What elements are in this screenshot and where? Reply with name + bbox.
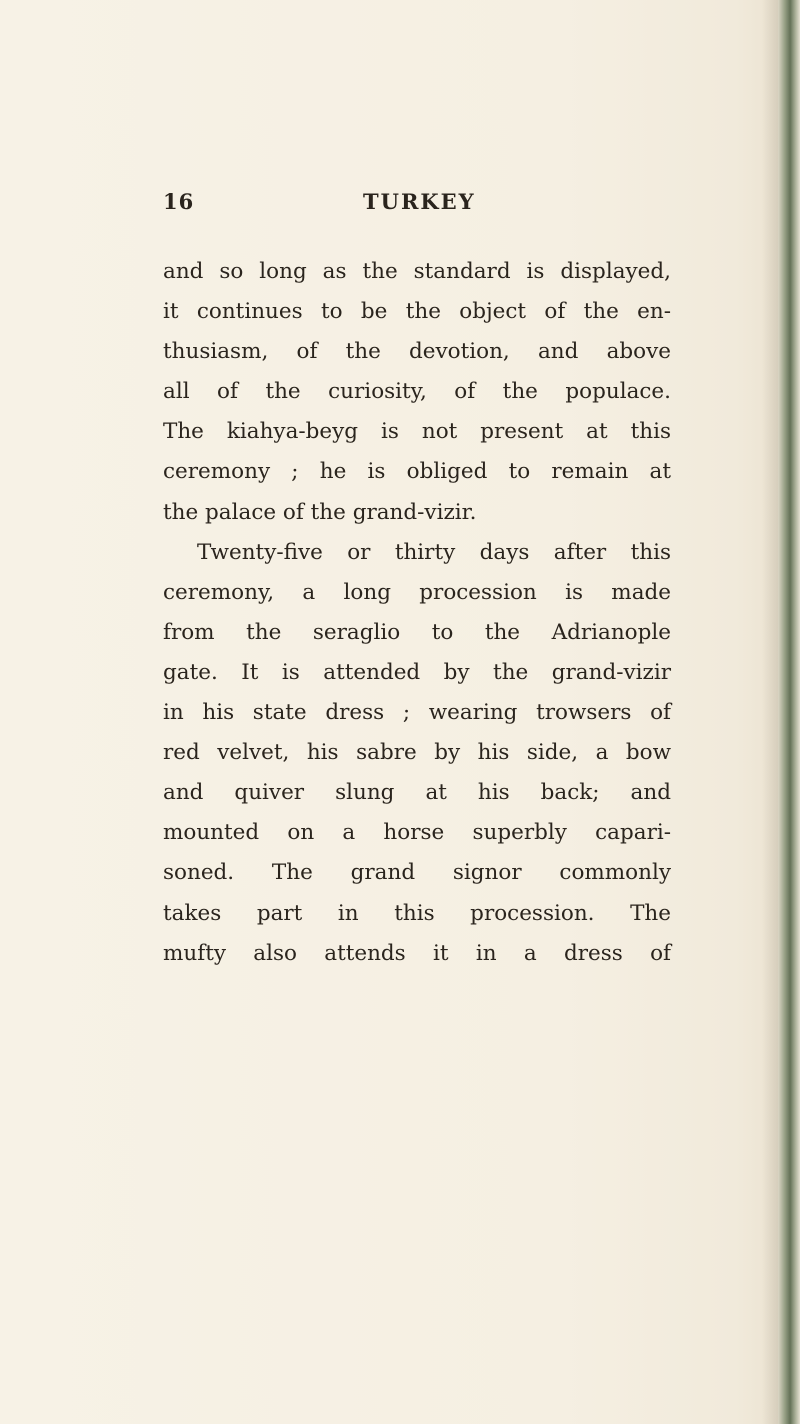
book-spine-edge bbox=[778, 0, 800, 1424]
text-line: thusiasm, of the devotion, and above bbox=[163, 339, 671, 365]
text-line: gate. It is attended by the grand-vizir bbox=[163, 659, 671, 685]
text-line: ceremony ; he is obliged to remain at bbox=[163, 459, 671, 485]
text-line: The kiahya-beyg is not present at this bbox=[163, 419, 671, 445]
text-line: in his state dress ; wearing trowsers of bbox=[163, 700, 671, 726]
text-line: all of the curiosity, of the populace. bbox=[163, 379, 671, 405]
body-text bbox=[163, 252, 671, 974]
text-line: takes part in this procession. The bbox=[163, 900, 671, 926]
text-line: the palace of the grand-vizir. bbox=[163, 499, 477, 525]
text-line: it continues to be the object of the en- bbox=[163, 299, 671, 325]
text-line: red velvet, his sabre by his side, a bow bbox=[163, 740, 671, 766]
text-line: from the seraglio to the Adrianople bbox=[163, 619, 671, 645]
text-line: soned. The grand signor commonly bbox=[163, 860, 671, 886]
running-head bbox=[163, 189, 663, 221]
page-title: TURKEY bbox=[363, 189, 476, 214]
text-line: and quiver slung at his back; and bbox=[163, 780, 671, 806]
text-line: ceremony, a long procession is made bbox=[163, 579, 671, 605]
page-number: 16 bbox=[163, 189, 195, 214]
text-line: mufty also attends it in a dress of bbox=[163, 940, 671, 966]
text-line: and so long as the standard is displayed, bbox=[163, 259, 671, 284]
text-line: Twenty-five or thirty days after this bbox=[197, 539, 671, 565]
gutter-shadow bbox=[762, 0, 778, 1424]
text-line: mounted on a horse superbly capari- bbox=[163, 820, 671, 846]
